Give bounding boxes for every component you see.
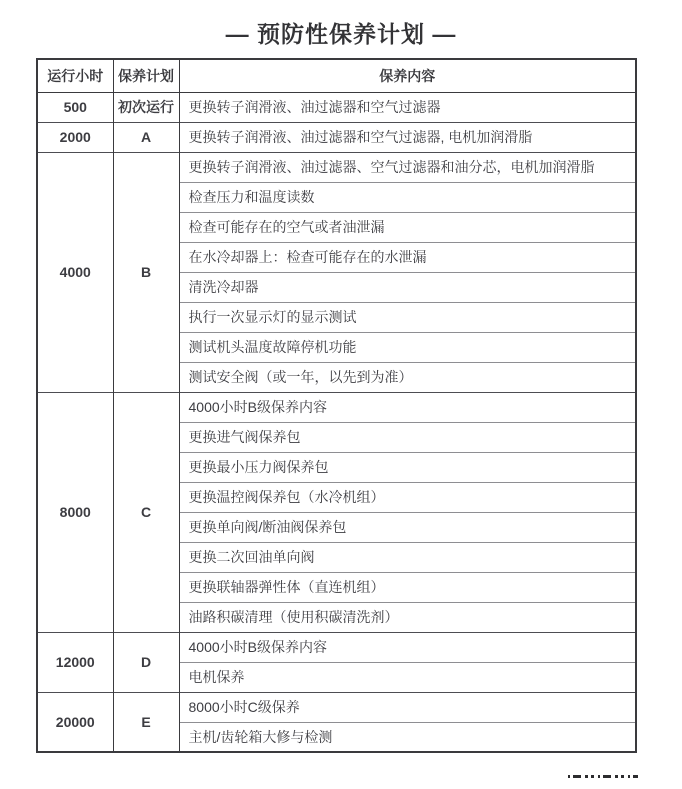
maintenance-content-cell: 检查压力和温度读数 bbox=[179, 182, 636, 212]
maintenance-content-cell: 更换温控阀保养包（水冷机组） bbox=[179, 482, 636, 512]
header-operating-hours: 运行小时 bbox=[37, 59, 113, 92]
maintenance-content-cell: 测试安全阀（或一年，以先到为准） bbox=[179, 362, 636, 392]
header-maintenance-plan: 保养计划 bbox=[113, 59, 179, 92]
maintenance-content-cell: 更换进气阀保养包 bbox=[179, 422, 636, 452]
table-header-row bbox=[37, 59, 636, 92]
maintenance-table bbox=[36, 58, 637, 753]
maintenance-table-body bbox=[37, 92, 636, 752]
maintenance-content-cell: 油路积碳清理（使用积碳清洗剂） bbox=[179, 602, 636, 632]
operating-hours-cell: 4000 bbox=[37, 152, 113, 392]
table-row bbox=[37, 632, 636, 662]
maintenance-content-cell: 4000小时B级保养内容 bbox=[179, 632, 636, 662]
maintenance-plan-cell: E bbox=[113, 692, 179, 752]
operating-hours-cell: 20000 bbox=[37, 692, 113, 752]
operating-hours-cell: 8000 bbox=[37, 392, 113, 632]
table-row bbox=[37, 692, 636, 722]
maintenance-plan-cell: A bbox=[113, 122, 179, 152]
maintenance-content-cell: 更换单向阀/断油阀保养包 bbox=[179, 512, 636, 542]
maintenance-content-cell: 测试机头温度故障停机功能 bbox=[179, 332, 636, 362]
maintenance-content-cell: 4000小时B级保养内容 bbox=[179, 392, 636, 422]
page-title: — 预防性保养计划 — bbox=[225, 21, 457, 47]
maintenance-content-cell: 在水冷却器上：检查可能存在的水泄漏 bbox=[179, 242, 636, 272]
cropped-watermark-fragment bbox=[568, 771, 638, 780]
operating-hours-cell: 2000 bbox=[37, 122, 113, 152]
table-row bbox=[37, 392, 636, 422]
maintenance-content-cell: 更换转子润滑液、油过滤器、空气过滤器和油分芯，电机加润滑脂 bbox=[179, 152, 636, 182]
maintenance-plan-cell: C bbox=[113, 392, 179, 632]
maintenance-content-cell: 8000小时C级保养 bbox=[179, 692, 636, 722]
maintenance-content-cell: 检查可能存在的空气或者油泄漏 bbox=[179, 212, 636, 242]
maintenance-content-cell: 电机保养 bbox=[179, 662, 636, 692]
maintenance-content-cell: 更换转子润滑液、油过滤器和空气过滤器 bbox=[179, 92, 636, 122]
maintenance-plan-cell: 初次运行 bbox=[113, 92, 179, 122]
maintenance-content-cell: 主机/齿轮箱大修与检测 bbox=[179, 722, 636, 752]
maintenance-content-cell: 更换最小压力阀保养包 bbox=[179, 452, 636, 482]
operating-hours-cell: 12000 bbox=[37, 632, 113, 692]
maintenance-table-container bbox=[36, 58, 637, 753]
header-maintenance-content: 保养内容 bbox=[179, 59, 636, 92]
operating-hours-cell: 500 bbox=[37, 92, 113, 122]
table-row bbox=[37, 152, 636, 182]
maintenance-content-cell: 清洗冷却器 bbox=[179, 272, 636, 302]
maintenance-content-cell: 更换转子润滑液、油过滤器和空气过滤器, 电机加润滑脂 bbox=[179, 122, 636, 152]
maintenance-content-cell: 更换二次回油单向阀 bbox=[179, 542, 636, 572]
maintenance-content-cell: 执行一次显示灯的显示测试 bbox=[179, 302, 636, 332]
maintenance-plan-cell: D bbox=[113, 632, 179, 692]
table-row bbox=[37, 92, 636, 122]
table-row bbox=[37, 122, 636, 152]
maintenance-plan-cell: B bbox=[113, 152, 179, 392]
cropped-watermark-marks bbox=[568, 775, 638, 778]
maintenance-content-cell: 更换联轴器弹性体（直连机组） bbox=[179, 572, 636, 602]
